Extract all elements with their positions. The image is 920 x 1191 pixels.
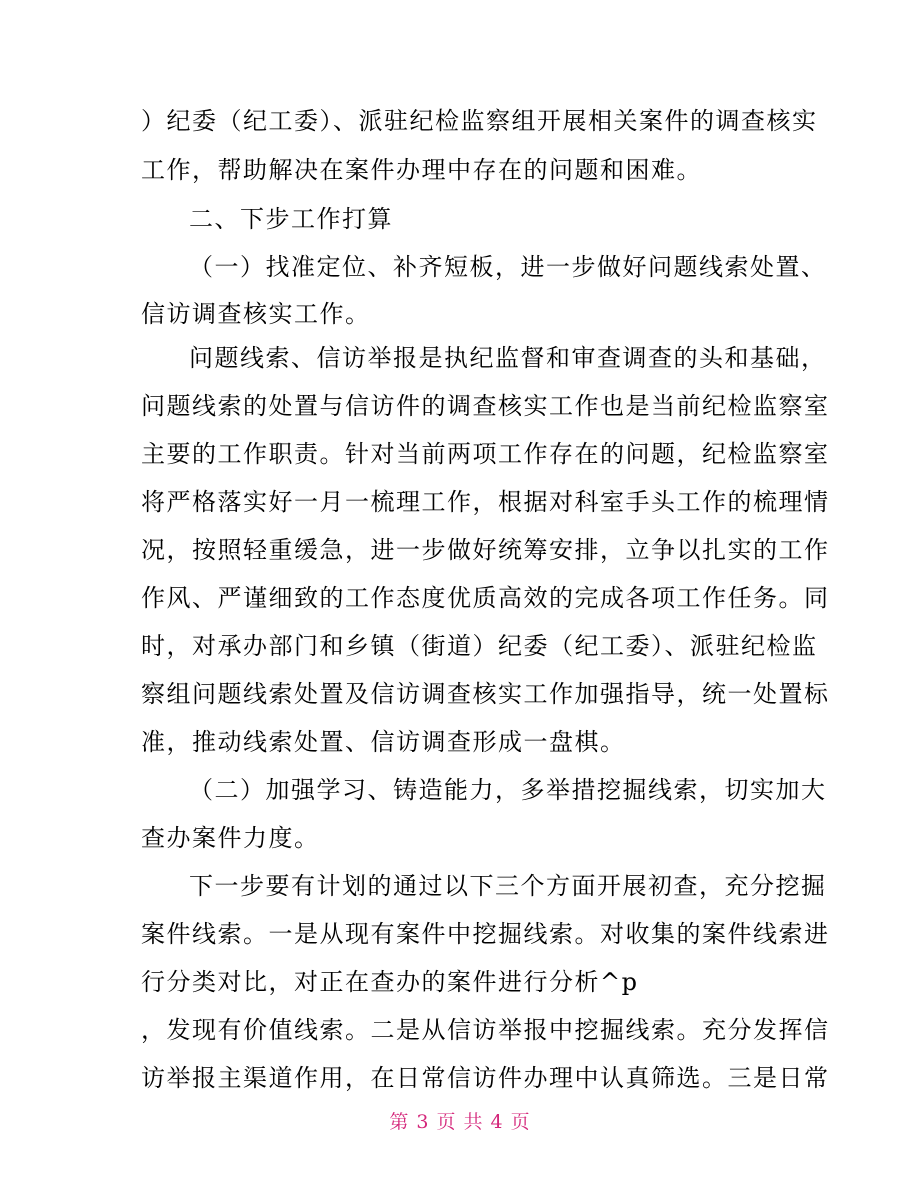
page-number-footer: 第 3 页 共 4 页 (389, 1111, 531, 1133)
subsection-heading: 查办案件力度。 (141, 824, 320, 852)
section-heading: 二、下步工作打算 (189, 205, 393, 233)
body-line: 案件线索。一是从现有案件中挖掘线索。对收集的案件线索进 (141, 920, 830, 948)
body-line: 工作，帮助解决在案件办理中存在的问题和困难。 (141, 156, 702, 184)
body-line: 问题线索的处置与信访件的调查核实工作也是当前纪检监察室 (141, 392, 830, 420)
body-line: 况，按照轻重缓急，进一步做好统筹安排，立争以扎实的工作 (141, 536, 830, 564)
subsection-heading: （二）加强学习、铸造能力，多举措挖掘线索，切实加大 (189, 776, 827, 804)
body-line: 下一步要有计划的通过以下三个方面开展初查，充分挖掘 (189, 872, 827, 900)
subsection-heading: （一）找准定位、补齐短板，进一步做好问题线索处置、 (189, 253, 827, 281)
body-line: 访举报主渠道作用，在日常信访件办理中认真筛选。三是日常 (141, 1064, 830, 1092)
body-line: 行分类对比，对正在查办的案件进行分析^p (141, 968, 639, 996)
subsection-heading: 信访调查核实工作。 (141, 300, 371, 328)
body-line: 将严格落实好一月一梳理工作，根据对科室手头工作的梳理情 (141, 488, 830, 516)
body-line: 主要的工作职责。针对当前两项工作存在的问题，纪检监察室 (141, 440, 830, 468)
body-line: 准，推动线索处置、信访调查形成一盘棋。 (141, 728, 626, 756)
body-line: ，发现有价值线索。二是从信访举报中挖掘线索。充分发挥信 (141, 1016, 830, 1044)
body-line: 问题线索、信访举报是执纪监督和审查调查的头和基础， (189, 344, 827, 372)
body-line: ）纪委（纪工委）、派驻纪检监察组开展相关案件的调查核实 (141, 107, 818, 135)
body-line: 时，对承办部门和乡镇（街道）纪委（纪工委）、派驻纪检监 (141, 632, 818, 660)
body-line: 察组问题线索处置及信访调查核实工作加强指导，统一处置标 (141, 680, 830, 708)
body-line: 作风、严谨细致的工作态度优质高效的完成各项工作任务。同 (141, 584, 830, 612)
